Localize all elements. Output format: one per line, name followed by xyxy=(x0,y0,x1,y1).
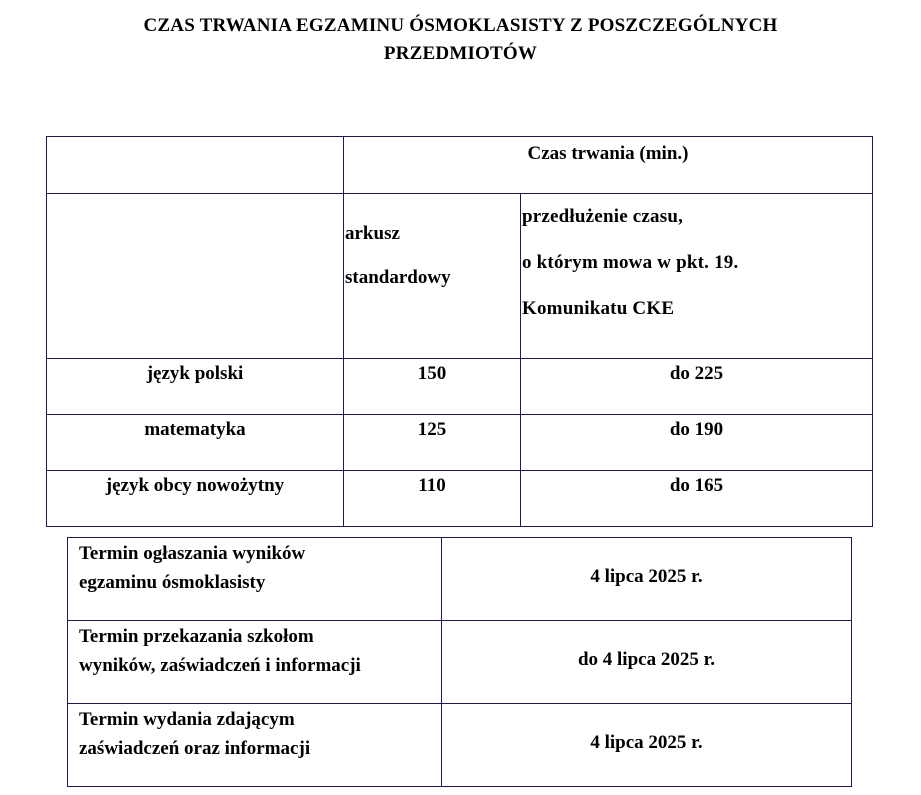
date-label-line: wyników, zaświadczeń i informacji xyxy=(79,655,361,676)
table-row xyxy=(47,415,873,471)
extended-time-cell: do 165 xyxy=(521,471,873,527)
table-row xyxy=(68,538,852,621)
subject-cell: język obcy nowożytny xyxy=(47,471,344,527)
date-label-line: zaświadczeń oraz informacji xyxy=(79,738,311,759)
exam-dates-table xyxy=(67,537,852,787)
date-value-cell: 4 lipca 2025 r. xyxy=(442,704,852,787)
page-title xyxy=(0,12,921,68)
date-value-cell: do 4 lipca 2025 r. xyxy=(442,621,852,704)
page-title-line-1: CZAS TRWANIA EGZAMINU ÓSMOKLASISTY Z POSZCZEGÓLNYCH xyxy=(143,15,778,36)
extended-time-header-line: przedłużenie czasu, xyxy=(522,206,684,227)
date-value-cell: 4 lipca 2025 r. xyxy=(442,538,852,621)
standard-time-cell: 110 xyxy=(344,471,521,527)
standard-sheet-header-line: arkusz xyxy=(345,223,400,244)
empty-header-cell xyxy=(47,137,344,194)
extended-time-cell: do 225 xyxy=(521,359,873,415)
page-title-line-2: PRZEDMIOTÓW xyxy=(383,43,538,64)
standard-sheet-header-line: standardowy xyxy=(345,267,451,288)
duration-header: Czas trwania (min.) xyxy=(344,137,873,194)
extended-time-header-line: Komunikatu CKE xyxy=(522,298,675,319)
date-label-cell xyxy=(68,621,442,704)
table-header-row xyxy=(47,137,873,194)
date-label-cell xyxy=(68,538,442,621)
date-label-line: Termin przekazania szkołom xyxy=(79,626,314,647)
table-row xyxy=(47,471,873,527)
extended-time-cell: do 190 xyxy=(521,415,873,471)
date-label-cell xyxy=(68,704,442,787)
standard-time-cell: 125 xyxy=(344,415,521,471)
empty-subheader-cell xyxy=(47,194,344,359)
table-row xyxy=(47,359,873,415)
table-row xyxy=(68,704,852,787)
table-row xyxy=(68,621,852,704)
subject-cell: matematyka xyxy=(47,415,344,471)
standard-time-cell: 150 xyxy=(344,359,521,415)
date-label-line: Termin wydania zdającym xyxy=(79,709,295,730)
extended-time-header-line: o którym mowa w pkt. 19. xyxy=(522,252,739,273)
date-label-line: Termin ogłaszania wyników xyxy=(79,543,306,564)
extended-time-header xyxy=(521,194,873,359)
date-label-line: egzaminu ósmoklasisty xyxy=(79,572,266,593)
table-subheader-row xyxy=(47,194,873,359)
exam-duration-table xyxy=(46,136,873,527)
standard-sheet-header xyxy=(344,194,521,359)
subject-cell: język polski xyxy=(47,359,344,415)
